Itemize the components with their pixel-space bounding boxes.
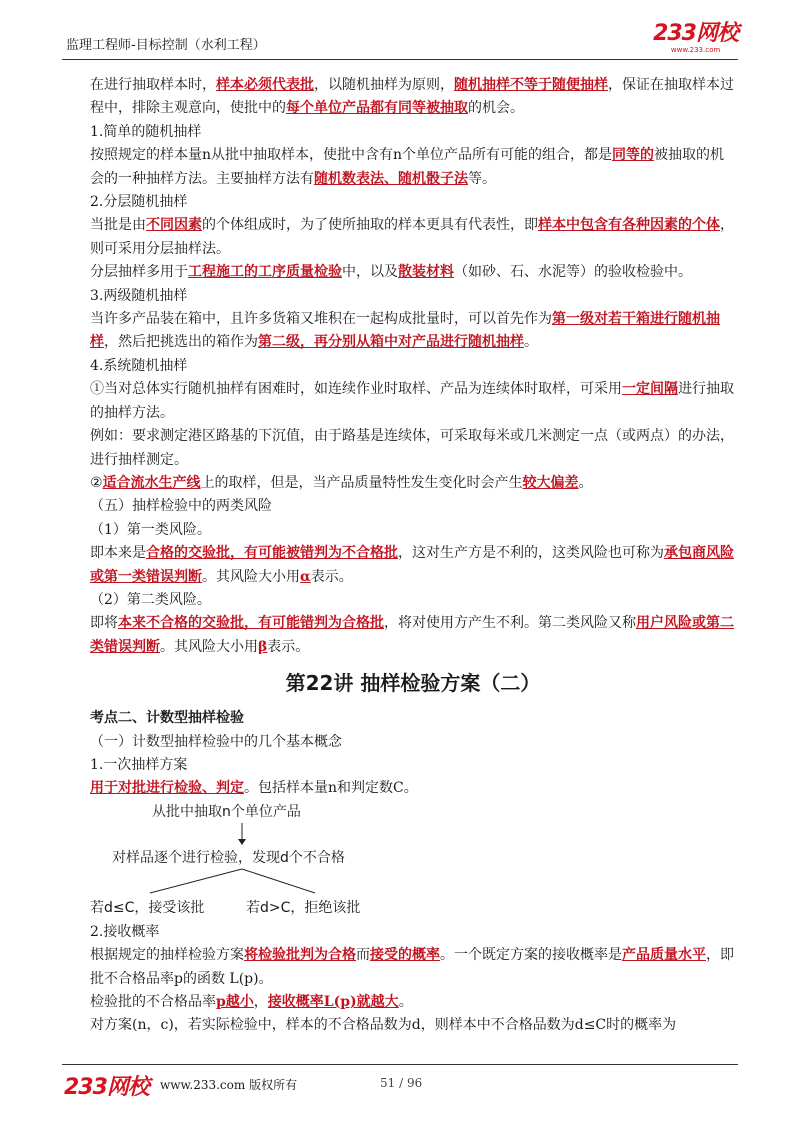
text: 的机会。 (468, 100, 524, 117)
text: 按照规定的样本量n从批中抽取样本，使批中含有n个单位产品所有可能的组合，都是 (90, 147, 613, 164)
lecture-title: 第22讲 抽样检验方案（二） (285, 671, 541, 696)
header-divider (62, 59, 738, 60)
footer-divider (62, 1064, 738, 1065)
text: 。包括样本量n和判定数C。 (244, 780, 418, 797)
text: 中，以及 (342, 264, 398, 281)
highlight: 将检验批判为合格 (244, 947, 356, 964)
page-footer (62, 1066, 738, 1100)
section-heading: 2.分层随机抽样 (90, 194, 188, 211)
highlight: p越小 (216, 994, 254, 1010)
section-heading: （2）第二类风险。 (90, 591, 211, 608)
document-body (90, 74, 736, 1038)
paragraph (90, 777, 736, 800)
highlight: 产品质量水平 (622, 947, 706, 964)
highlight: 工程施工的工序质量检验 (188, 264, 342, 281)
text: 。其风险大小用 (202, 568, 300, 585)
text: 。 (578, 474, 593, 491)
paragraph: 例如：要求测定港区路基的下沉值，由于路基是连续体，可采取每米或几米测定一点（或两点）的办法，进行抽样测定。 (90, 428, 734, 468)
paragraph (90, 944, 736, 991)
section-heading: （一）计数型抽样检验中的几个基本概念 (90, 733, 342, 750)
section-heading: 2.接收概率 (90, 923, 160, 940)
text: 表示。 (310, 568, 353, 585)
page-number: 51 / 96 (380, 1076, 423, 1090)
paragraph (90, 542, 736, 589)
highlight: 一定间隔 (622, 381, 678, 398)
text: 而 (356, 947, 370, 964)
text: 当批是由 (90, 217, 146, 234)
text: ，这对生产方是不利的，这类风险也可称为 (398, 545, 664, 562)
highlight: 适合流水生产线 (102, 474, 201, 491)
text: 分层抽样多用于 (90, 264, 188, 281)
highlight: 每个单位产品都有同等被抽取 (286, 100, 468, 117)
text: （如砂、石、水泥等）的验收检验中。 (454, 264, 692, 281)
highlight: 散装材料 (398, 264, 454, 281)
text: 。 (524, 334, 538, 351)
diagram-node-inspect: 对样品逐个进行检验，发现d个不合格 (112, 849, 345, 866)
text: ， (253, 994, 268, 1010)
highlight: 随机数表法、随机骰子法 (314, 170, 468, 187)
highlight: α (300, 568, 311, 585)
text: 检验批的不合格品率 (90, 994, 216, 1010)
paragraph (90, 144, 736, 191)
highlight: 用于对批进行检验、判定 (90, 780, 244, 797)
footer-copyright: www.233.com 版权所有 (160, 1078, 298, 1092)
paragraph (90, 74, 736, 121)
text: ，以随机抽样为原则， (314, 77, 454, 93)
arrow-head (238, 839, 246, 845)
text: 即将 (90, 615, 118, 632)
text: 当许多产品装在箱中，且许多货箱又堆积在一起构成批量时，可以首先作为 (90, 311, 552, 328)
logo-url: www.233.com (670, 46, 721, 54)
text: 在进行抽取样本时， (90, 77, 216, 93)
page-header (62, 21, 738, 58)
topic-heading: 考点二、计数型抽样检验 (90, 710, 244, 727)
paragraph (90, 612, 736, 659)
highlight: 较大偏差 (522, 474, 579, 491)
highlight: β (258, 638, 268, 655)
text: ，将对使用方产生不利。第二类风险又称 (384, 615, 636, 632)
highlight: 随机抽样不等于随便抽样 (454, 77, 608, 93)
logo-text: 233网校 (653, 21, 738, 46)
text: 根据规定的抽样检验方案 (90, 947, 244, 964)
text: ，即批不合格品率p的函数 L(p)。 (90, 947, 734, 987)
text: 被抽取的机会的一种抽样方法。主要抽样方法有 (90, 147, 725, 187)
brand-logo (653, 22, 738, 54)
text: ② (90, 474, 103, 491)
text: 进行抽取的抽样方法。 (90, 381, 734, 421)
diagram-node-extract: 从批中抽取n个单位产品 (152, 803, 301, 820)
section-heading: 1.一次抽样方案 (90, 756, 188, 773)
highlight: 用户风险或第二类错误判断 (90, 615, 734, 655)
paragraph: 对方案(n，c)，若实际检验中，样本的不合格品数为d，则样本中不合格品数为d≤C时的概率为 (90, 1017, 677, 1034)
text: 。一个既定方案的接收概率是 (440, 947, 622, 964)
highlight: 承包商风险或第一类错误判断 (90, 545, 734, 585)
highlight: 接受的概率 (370, 947, 440, 964)
text: 。 (398, 994, 413, 1010)
section-heading: 1.简单的随机抽样 (90, 123, 202, 140)
text: 上的取样，但是，当产品质量特性发生变化时会产生 (200, 474, 523, 491)
section-heading: 4.系统随机抽样 (90, 357, 188, 374)
section-heading: （1）第一类风险。 (90, 521, 211, 538)
paragraph (90, 261, 736, 284)
footer-logo: 233网校 (64, 1075, 149, 1100)
diagram-node-accept: 若d≤C，接受该批 (90, 899, 205, 916)
sampling-flow-diagram (90, 801, 736, 921)
highlight: 第二级，再分别从箱中对产品进行随机抽样 (258, 334, 524, 351)
diagram-node-reject: 若d>C，拒绝该批 (246, 899, 361, 916)
section-heading: 3.两级随机抽样 (90, 287, 188, 304)
highlight: 接收概率L(p)就越大 (267, 994, 399, 1010)
paragraph (90, 472, 736, 495)
text: ，然后把挑选出的箱作为 (104, 334, 258, 351)
paragraph (90, 991, 736, 1014)
text: 表示。 (267, 638, 310, 655)
text: 。其风险大小用 (160, 638, 258, 655)
text: 等。 (468, 170, 496, 187)
paragraph (90, 308, 736, 355)
paragraph (90, 378, 736, 425)
highlight: 第一级对若干箱进行随机抽样 (90, 311, 720, 351)
highlight: 合格的交验批，有可能被错判为不合格批 (146, 545, 398, 562)
text: ，保证在抽取样本过程中，排除主观意向，使批中的 (90, 77, 734, 117)
branch-left-line (150, 869, 242, 893)
text: 即本来是 (90, 545, 146, 562)
text: ，则可采用分层抽样法。 (90, 217, 734, 257)
section-heading: （五）抽样检验中的两类风险 (90, 498, 272, 515)
paragraph (90, 214, 736, 261)
highlight: 样本必须代表批 (216, 77, 314, 93)
branch-right-line (242, 869, 315, 893)
text: 的个体组成时，为了使所抽取的样本更具有代表性，即 (202, 217, 538, 234)
highlight: 不同因素 (146, 217, 202, 234)
document-title: 监理工程师-目标控制（水利工程） (66, 38, 266, 53)
text: ①当对总体实行随机抽样有困难时，如连续作业时取样、产品为连续体时取样，可采用 (90, 381, 622, 398)
highlight: 本来不合格的交验批，有可能错判为合格批 (118, 615, 384, 632)
highlight: 同等的 (612, 147, 655, 164)
highlight: 样本中包含有各种因素的个体 (538, 217, 720, 234)
